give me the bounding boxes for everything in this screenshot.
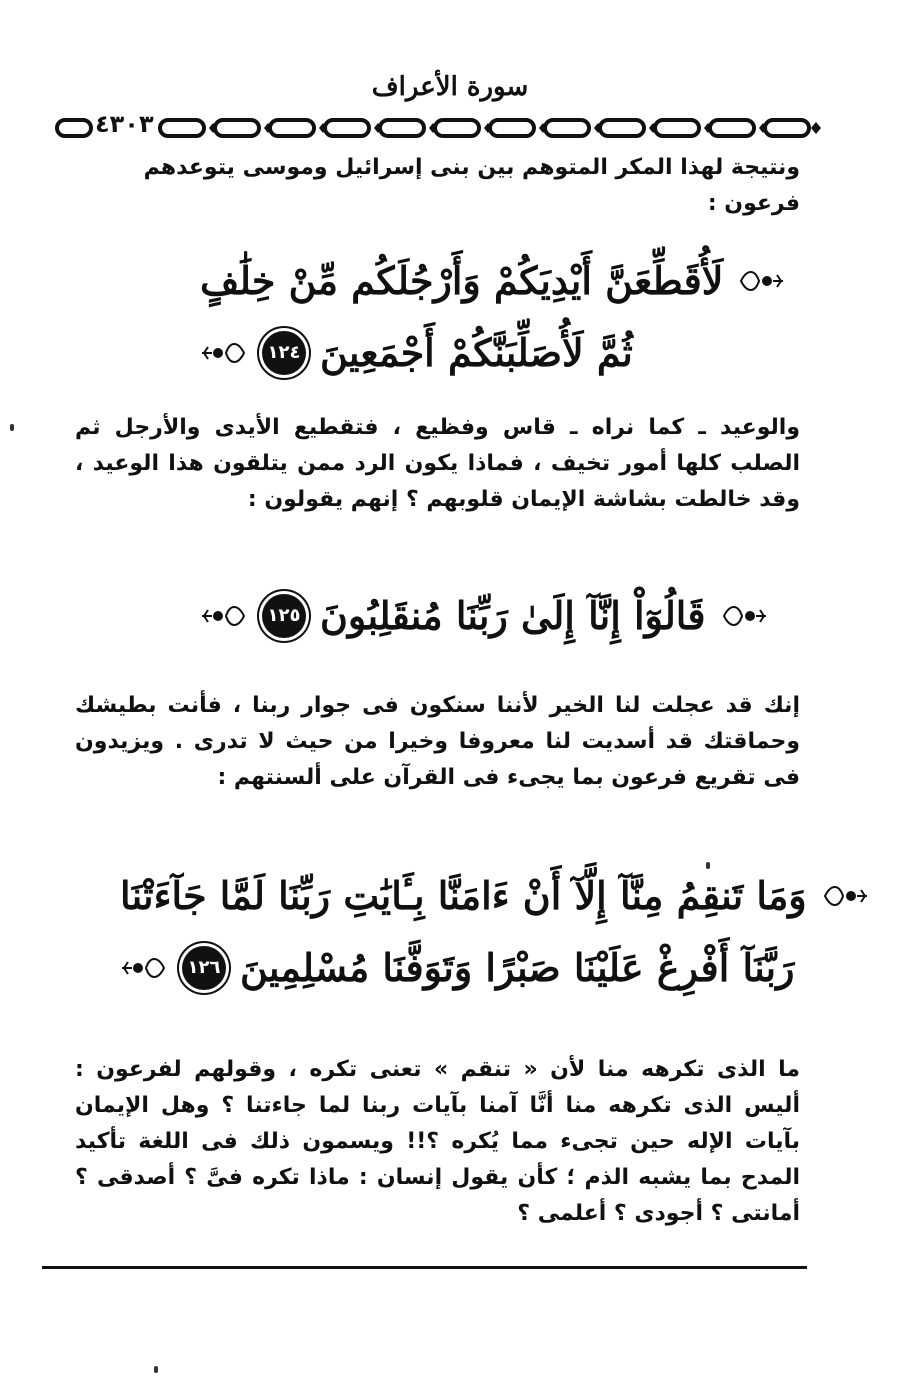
ornament-close-icon [200, 337, 248, 369]
ornament-close-icon [200, 600, 248, 632]
surah-title: سورة الأعراف [371, 72, 529, 102]
verse-124-line-2: ثُمَّ لَأُصَلِّبَنَّكُمْ أَجْمَعِينَ ١٢٤ [200, 317, 680, 389]
paragraph-1: والوعيد ـ كما نراه ـ قاس وفظيع ، فتقطيع الأيدى والأرجل ثم الصلب كلها أمور تخيف ، فماذا يكون الرد ممن يتلقون هذا الوعيد ، وقد خالطت بشاشة الإيمان قلوبهم ؟ إنهم يقولون : [75, 415, 800, 512]
page-number: ٤٣٠٣ [95, 110, 154, 138]
ornament-open-icon [720, 600, 768, 632]
scan-mark [706, 862, 710, 869]
ayah-number-badge: ١٢٦ [182, 946, 226, 990]
verse-126 [120, 860, 807, 1004]
ayah-number-badge: ١٢٥ [262, 594, 306, 638]
ornament-open-icon [821, 880, 869, 912]
verse-126-line-1: وَمَا تَنقِمُ مِنَّآ إِلَّآ أَنْ ءَامَنَّا بِـَٔايَٰتِ رَبِّنَا لَمَّا جَآءَتْنَا [120, 860, 740, 932]
paragraph-2: إنك قد عجلت لنا الخير لأننا سنكون فى جوار ربنا ، فأنت بطيشك وحماقتك قد أسديت لنا معروفا وخيرا من حيث لا تدرى . ويزيدون فى تقريع فرعون بما يجىء فى القرآن على ألسنتهم : [75, 693, 800, 790]
verse-125-line-1: قَالُوٓاْ إِنَّآ إِلَىٰ رَبِّنَا مُنقَلِبُونَ ١٢٥ [200, 580, 670, 652]
paragraph-3: ما الذى تكرهه منا لأن « تنقم » تعنى تكره ، وقولهم لفرعون : أليس الذى تكرهه منا أنَّا آمنا بآيات ربنا لما جاءتنا ؟ وهل الإيمان بآيات الإله حين تجىء مما يُكره ؟!! ويسمون ذلك فى اللغة تأكيد المدح بما يشبه الذم ؛ كأن يقول إنسان : ماذا تكره فىَّ ؟ أصدقى ؟ أمانتى ؟ أجودى ؟ أعلمى ؟ [75, 1057, 800, 1226]
decorative-chain-border [55, 114, 825, 144]
scan-mark [154, 1366, 158, 1373]
ornament-open-icon [737, 265, 785, 297]
verse-124 [200, 245, 724, 389]
verse-124-line-1: لَأُقَطِّعَنَّ أَيْدِيَكُمْ وَأَرْجُلَكُم مِّنْ خِلَٰفٍ [200, 245, 680, 317]
ayah-number-badge: ١٢٤ [262, 331, 306, 375]
intro-paragraph: ونتيجة لهذا المكر المتوهم بين بنى إسرائيل وموسى يتوعدهم فرعون : [143, 155, 800, 216]
footer-divider [42, 1266, 807, 1269]
verse-126-line-2: رَبَّنَآ أَفْرِغْ عَلَيْنَا صَبْرًا وَتَوَفَّنَا مُسْلِمِينَ ١٢٦ [120, 932, 740, 1004]
verse-125 [200, 580, 706, 652]
ornament-close-icon [120, 952, 168, 984]
scan-mark [10, 424, 14, 431]
